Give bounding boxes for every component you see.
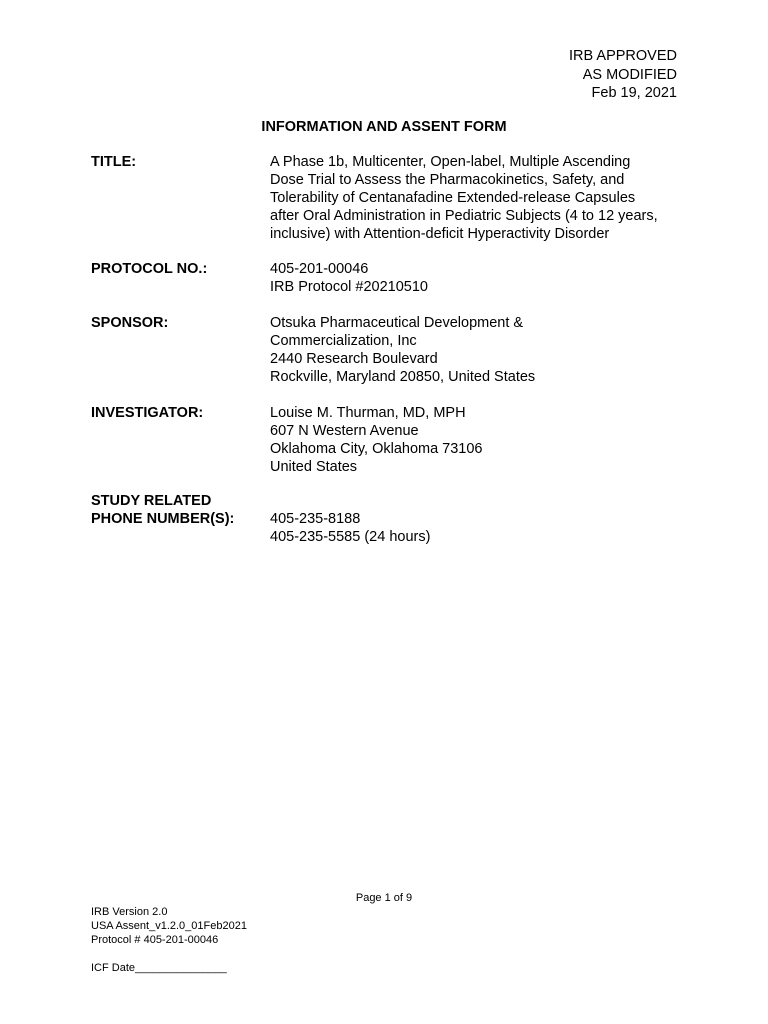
title-line: Dose Trial to Assess the Pharmacokinetics, Safety, and	[270, 172, 625, 188]
assent-version: USA Assent_v1.2.0_01Feb2021	[91, 920, 247, 932]
protocol-label: PROTOCOL NO.:	[91, 261, 208, 277]
title-value	[270, 153, 680, 243]
investigator-line: United States	[270, 459, 358, 475]
sponsor-value	[270, 314, 680, 386]
sponsor-line: 2440 Research Boulevard	[270, 351, 438, 367]
title-line: Tolerability of Centanafadine Extended-release Capsules	[270, 190, 636, 206]
document-footer	[91, 905, 247, 975]
investigator-line: Louise M. Thurman, MD, MPH	[270, 405, 466, 421]
irb-version: IRB Version 2.0	[91, 906, 168, 918]
title-line: A Phase 1b, Multicenter, Open-label, Multiple Ascending	[270, 154, 631, 170]
irb-approval-stamp	[569, 47, 677, 103]
approval-date: Feb 19, 2021	[591, 85, 677, 101]
phone-number: 405-235-8188	[270, 511, 361, 527]
title-line: after Oral Administration in Pediatric Subjects (4 to 12 years,	[270, 208, 658, 224]
sponsor-line: Rockville, Maryland 20850, United States	[270, 369, 536, 385]
irb-protocol-number: IRB Protocol #20210510	[270, 279, 428, 295]
investigator-line: Oklahoma City, Oklahoma 73106	[270, 441, 483, 457]
investigator-line: 607 N Western Avenue	[270, 423, 419, 439]
phone-label-line: STUDY RELATED	[91, 493, 212, 509]
phone-label-line: PHONE NUMBER(S):	[91, 511, 235, 527]
irb-approved-text: IRB APPROVED	[569, 48, 677, 64]
sponsor-label: SPONSOR:	[91, 315, 169, 331]
title-label: TITLE:	[91, 154, 137, 170]
protocol-number: 405-201-00046	[270, 261, 369, 277]
investigator-value	[270, 404, 680, 476]
investigator-label: INVESTIGATOR:	[91, 405, 204, 421]
page-number: Page 1 of 9	[355, 892, 413, 904]
phone-number-24h: 405-235-5585 (24 hours)	[270, 529, 431, 545]
icf-date: ICF Date_______________	[91, 962, 227, 974]
sponsor-line: Commercialization, Inc	[270, 333, 417, 349]
sponsor-line: Otsuka Pharmaceutical Development &	[270, 315, 524, 331]
form-title: INFORMATION AND ASSENT FORM	[261, 119, 507, 135]
phone-label	[91, 492, 269, 528]
phone-value	[270, 510, 680, 546]
title-line: inclusive) with Attention-deficit Hyperactivity Disorder	[270, 226, 610, 242]
protocol-value	[270, 260, 680, 296]
footer-protocol: Protocol # 405-201-00046	[91, 934, 219, 946]
as-modified-text: AS MODIFIED	[582, 66, 677, 83]
